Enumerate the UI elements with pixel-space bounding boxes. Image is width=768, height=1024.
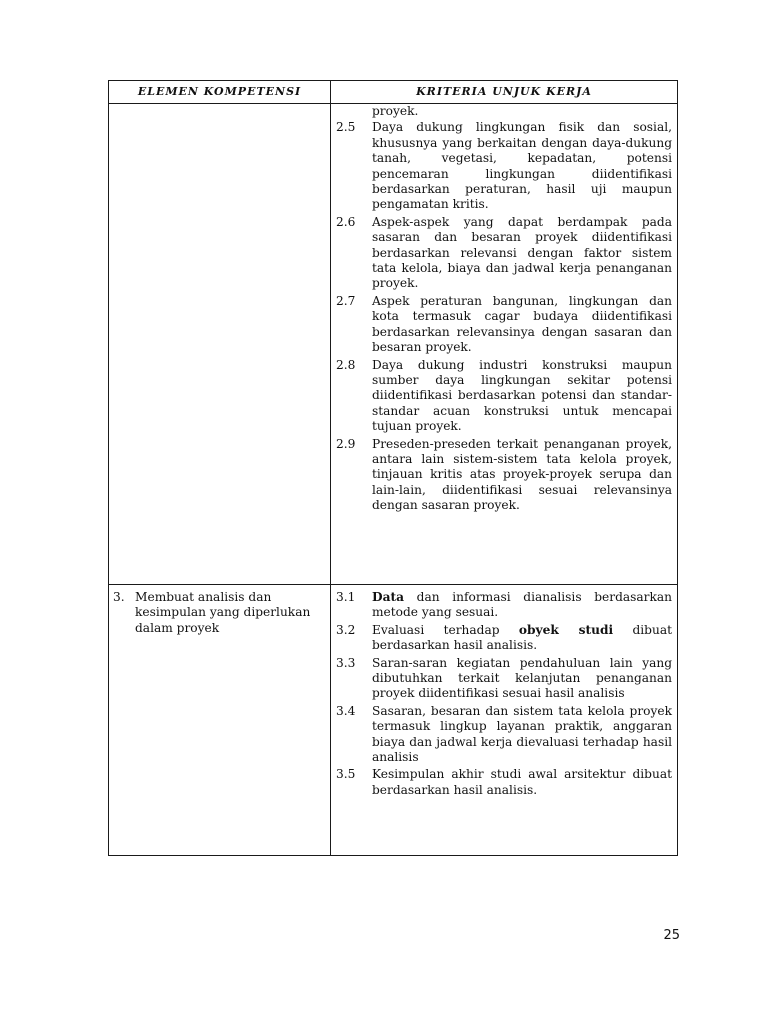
criteria-text bbox=[372, 590, 672, 621]
row2-element-cell bbox=[113, 590, 327, 636]
element-item bbox=[113, 590, 327, 636]
criteria-text: Sasaran, besaran dan sistem tata kelola proyek termasuk lingkup layanan praktik, anggaran biaya dan jadwal kerja dievaluasi terhadap hasil analisis bbox=[372, 703, 672, 765]
criteria-item bbox=[336, 590, 672, 621]
criteria-item bbox=[336, 437, 672, 514]
criteria-number: 2.5 bbox=[336, 120, 356, 135]
column-divider bbox=[330, 81, 331, 855]
criteria-number: 2.6 bbox=[336, 214, 356, 229]
criteria-number: 3.4 bbox=[336, 703, 356, 718]
criteria-text: Aspek peraturan bangunan, lingkungan dan kota termasuk cagar budaya diidentifikasi berdasarkan relevansinya dengan sasaran dan besaran proyek. bbox=[372, 293, 672, 355]
competency-table bbox=[108, 80, 678, 856]
criteria-text-pre: Evaluasi terhadap bbox=[372, 622, 519, 637]
row-divider bbox=[109, 584, 677, 585]
criteria-item bbox=[336, 120, 672, 212]
row1-criteria-cell bbox=[336, 104, 672, 516]
element-text: Membuat analisis dan kesimpulan yang diperlukan dalam proyek bbox=[135, 590, 311, 635]
criteria-text: Preseden-preseden terkait penanganan proyek, antara lain sistem-sistem tata kelola proyek, tinjauan kritis atas proyek-proyek serupa dan lain-lain, diidentifikasi sesuai relevansinya dengan sasaran proyek. bbox=[372, 436, 672, 513]
element-number: 3. bbox=[113, 590, 125, 604]
criteria-number: 3.2 bbox=[336, 622, 356, 637]
criteria-item bbox=[336, 656, 672, 702]
criteria-number: 2.8 bbox=[336, 357, 356, 372]
criteria-number: 3.5 bbox=[336, 767, 356, 782]
criteria-text: Saran-saran kegiatan pendahuluan lain yang dibutuhkan terkait kelanjutan penanganan proyek diidentifikasi sesuai hasil analisis bbox=[372, 655, 672, 701]
criteria-item bbox=[336, 767, 672, 798]
criteria-item bbox=[336, 358, 672, 435]
criteria-item bbox=[336, 704, 672, 766]
header-elemen-kompetensi: ELEMEN KOMPETENSI bbox=[137, 85, 302, 98]
bold-term: obyek studi bbox=[518, 622, 614, 637]
criteria-text-rest: dan informasi dianalisis berdasarkan metode yang sesuai. bbox=[372, 590, 672, 620]
criteria-item bbox=[336, 294, 672, 356]
criteria-item bbox=[336, 623, 672, 654]
criteria-number: 2.7 bbox=[336, 293, 356, 308]
criteria-text: Aspek-aspek yang dapat berdampak pada sasaran dan besaran proyek diidentifikasi berdasarkan relevansi dengan faktor sistem tata kelola, biaya dan jadwal kerja penanganan proyek. bbox=[372, 214, 672, 291]
criteria-text bbox=[372, 623, 672, 654]
bold-term: Data bbox=[372, 590, 404, 604]
criteria-text: Kesimpulan akhir studi awal arsitektur dibuat berdasarkan hasil analisis. bbox=[372, 767, 672, 797]
continuation-text: proyek. bbox=[372, 104, 419, 118]
criteria-text-rest: dibuat berdasarkan hasil analisis. bbox=[372, 622, 672, 653]
criteria-number: 3.3 bbox=[336, 655, 356, 670]
header-kriteria-unjuk-kerja: KRITERIA UNJUK KERJA bbox=[416, 85, 592, 98]
criteria-text: Daya dukung industri konstruksi maupun sumber daya lingkungan sekitar potensi diidentifikasi berdasarkan potensi dan standar-standar acuan konstruksi untuk mencapai tujuan proyek. bbox=[372, 357, 672, 434]
row2-criteria-cell bbox=[336, 590, 672, 800]
criteria-number: 2.9 bbox=[336, 436, 356, 451]
page-number: 25 bbox=[663, 928, 680, 943]
criteria-item bbox=[336, 215, 672, 292]
criteria-text: Daya dukung lingkungan fisik dan sosial, khususnya yang berkaitan dengan daya-dukung tanah, vegetasi, kepadatan, potensi pencemaran lingkungan diidentifikasi berdasarkan peraturan, hasil uji maupun pengamatan kritis. bbox=[372, 120, 672, 212]
criteria-number: 3.1 bbox=[336, 590, 356, 604]
